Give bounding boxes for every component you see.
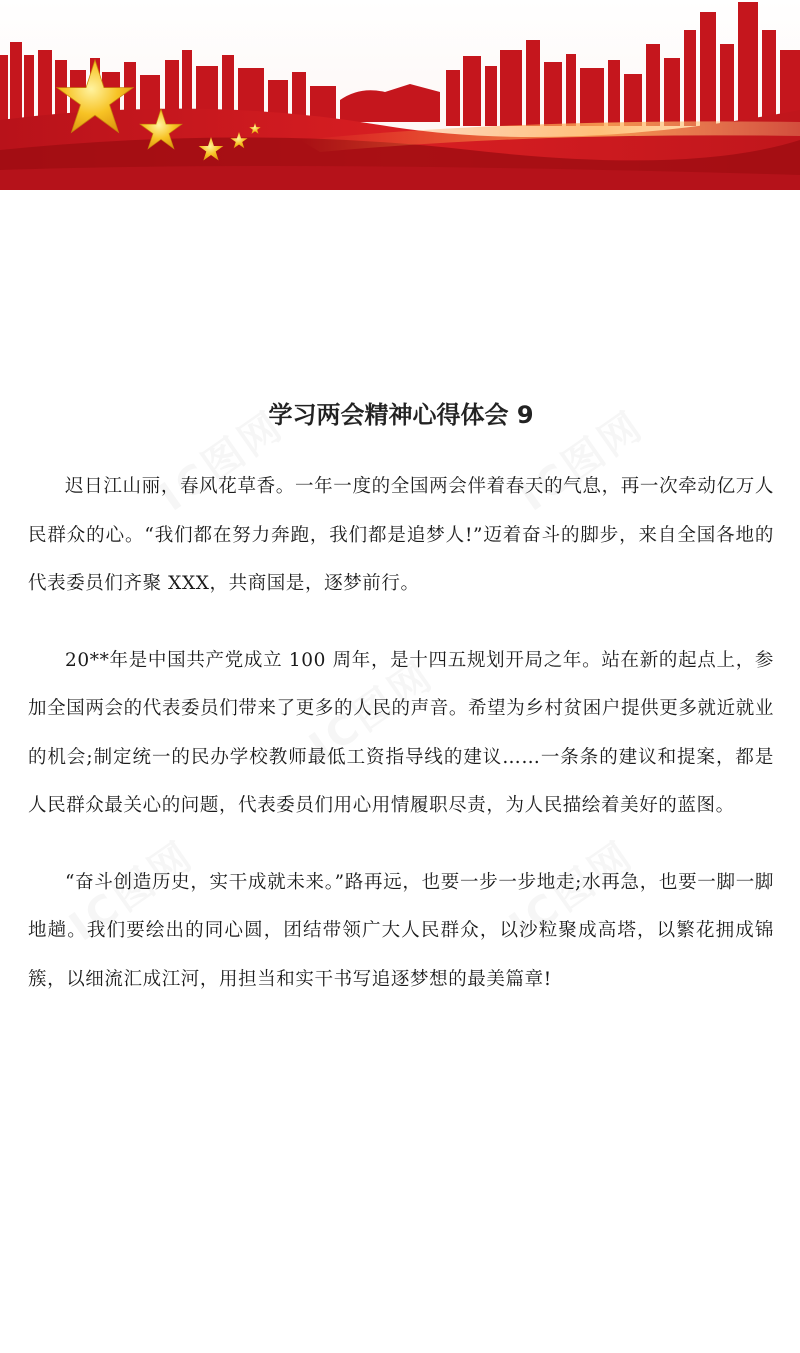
paragraph: 20**年是中国共产党成立 100 周年，是十四五规划开局之年。站在新的起点上，参加全国两会的代表委员们带来了更多的人民的声音。希望为乡村贫困户提供更多就近就业的机会;制定统一的民办学校教师最低工资指导线的建议……一条条的建议和提案，都是人民群众最关心的问题，代表委员们用心用情履职尽责，为人民描绘着美好的蓝图。 [28, 649, 774, 816]
watermark: IC图网 [151, 402, 293, 521]
watermark: IC图网 [511, 402, 653, 521]
watermark: IC图网 [501, 832, 643, 951]
paragraph: 迟日江山丽，春风花草香。一年一度的全国两会伴着春天的气息，再一次牵动亿万人民群众的心。“我们都在努力奔跑，我们都是追梦人!”迈着奋斗的脚步，来自全国各地的代表委员们齐聚 XXX，共商国是，逐梦前行。 [28, 476, 774, 594]
watermark: IC图网 [61, 832, 203, 951]
header-banner [0, 0, 800, 190]
document-title: 学习两会精神心得体会 9 [268, 401, 534, 429]
watermark: IC图网 [301, 652, 443, 771]
paragraph: “奋斗创造历史，实干成就未来。”路再远，也要一步一步地走;水再急，也要一脚一脚地趟。我们要绘出的同心圆，团结带领广大人民群众，以沙粒聚成高塔，以繁花拥成锦簇，以细流汇成江河，用担当和实干书写追逐梦想的最美篇章! [28, 871, 774, 990]
document-body [28, 395, 774, 1032]
